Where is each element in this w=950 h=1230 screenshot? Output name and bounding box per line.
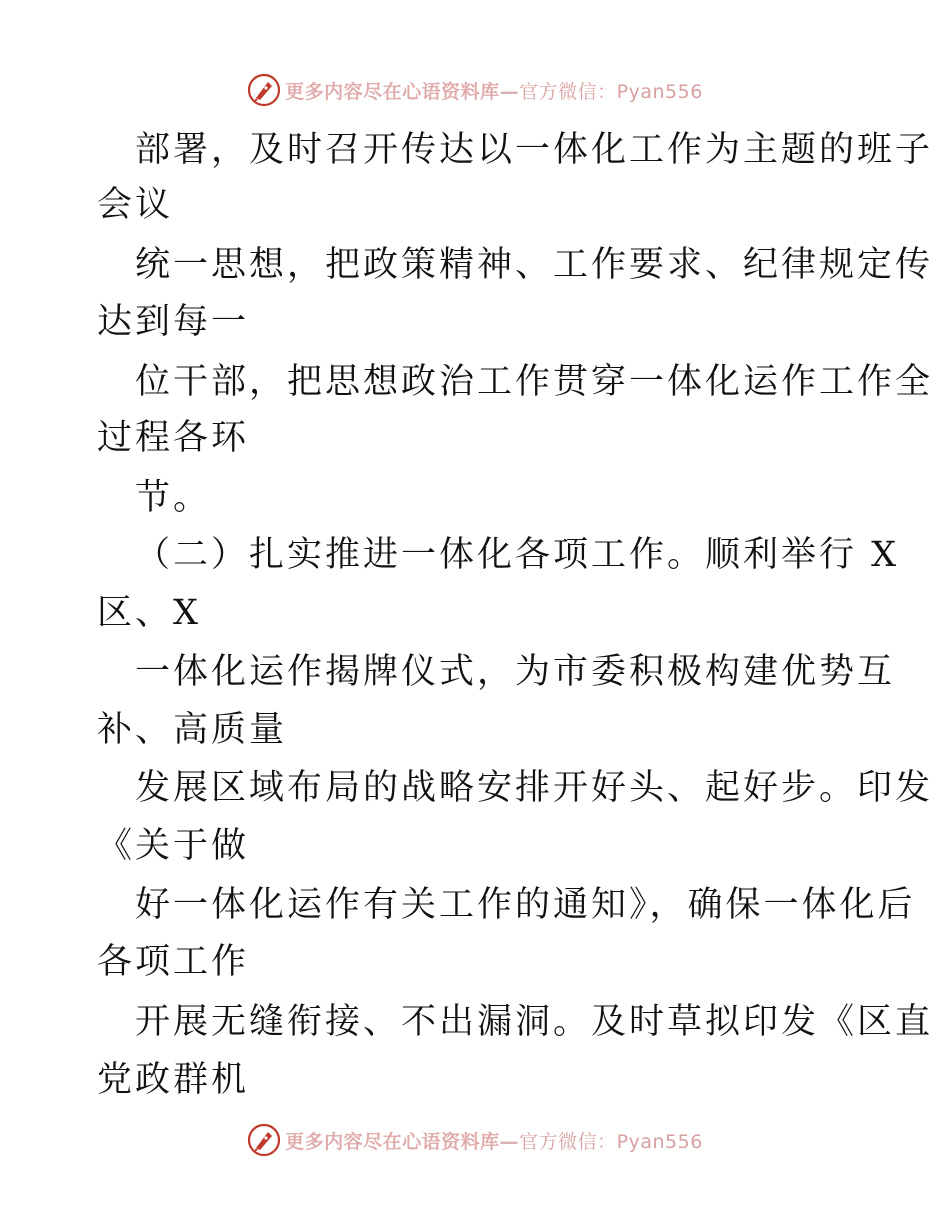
text-line: 节。 [135, 478, 212, 518]
header-banner-text [285, 77, 703, 104]
text-line: 发展区域布局的战略安排开好头、起好步。印发 [135, 768, 934, 808]
text-line: 党政群机 [97, 1060, 250, 1100]
text-line: 各项工作 [97, 942, 250, 982]
header-banner [0, 70, 950, 110]
text-line: 会议 [97, 185, 174, 225]
banner-wechat: 官方微信：Pyan556 [519, 80, 703, 103]
text-line: （二）扎实推进一体化各项工作。顺利举行 X [135, 535, 900, 575]
banner-separator: — [499, 80, 520, 103]
text-line: 《关于做 [97, 826, 250, 866]
text-line: 一体化运作揭牌仪式，为市委积极构建优势互 [135, 652, 896, 692]
text-line: 好一体化运作有关工作的通知》，确保一体化后 [135, 885, 916, 925]
text-line: 统一思想，把政策精神、工作要求、纪律规定传 [135, 245, 934, 285]
text-line: 位干部，把思想政治工作贯穿一体化运作工作全 [135, 362, 934, 402]
pen-nib-logo-icon [247, 73, 281, 107]
banner-site-name: 更多内容尽在心语资料库 [285, 1130, 500, 1153]
text-line: 开展无缝衔接、不出漏洞。及时草拟印发《区直 [135, 1002, 934, 1042]
text-line: 过程各环 [97, 418, 250, 458]
banner-site-name: 更多内容尽在心语资料库 [285, 80, 500, 103]
text-line: 达到每一 [97, 302, 250, 342]
text-line: 补、高质量 [97, 710, 288, 750]
text-line: 区、X [97, 593, 201, 633]
banner-wechat: 官方微信：Pyan556 [519, 1130, 703, 1153]
footer-banner-text [285, 1127, 703, 1154]
text-line: 部署，及时召开传达以一体化工作为主题的班子 [135, 130, 934, 170]
footer-banner [0, 1120, 950, 1160]
pen-nib-logo-icon [247, 1123, 281, 1157]
banner-separator: — [499, 1130, 520, 1153]
